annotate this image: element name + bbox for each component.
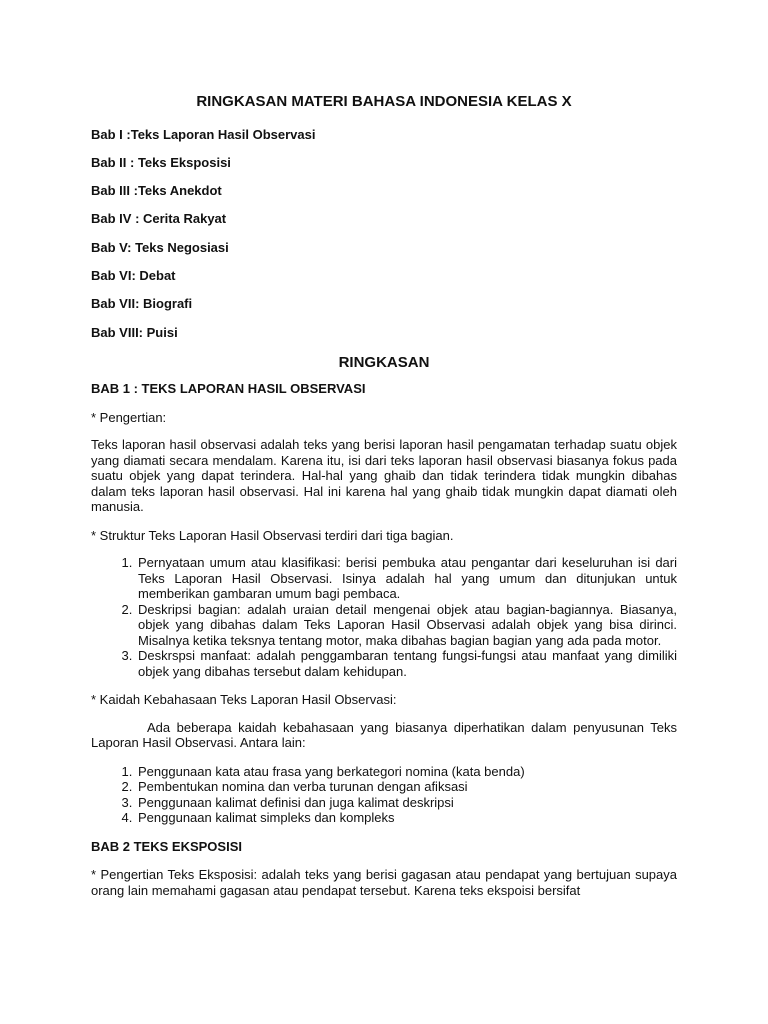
toc-item: Bab VII: Biografi xyxy=(91,296,193,312)
toc-item: Bab I :Teks Laporan Hasil Observasi xyxy=(91,126,316,142)
bab2-pengertian-text: * Pengertian Teks Eksposisi: adalah teks yang berisi gagasan atau pendapat yang bertujuan supaya orang lain memahami gagasan atau pendapat tersebut. Karena teks ekspoisi bersifat xyxy=(91,867,677,898)
toc-item: Bab V: Teks Negosiasi xyxy=(91,239,229,255)
toc-item: Bab III :Teks Anekdot xyxy=(91,183,222,199)
bab1-pengertian-label: * Pengertian: xyxy=(91,409,167,425)
list-item: 3. Penggunaan kalimat definisi dan juga kalimat deskripsi xyxy=(136,795,677,811)
toc-item: Bab II : Teks Eksposisi xyxy=(91,154,231,170)
bab1-kaidah-label: * Kaidah Kebahasaan Teks Laporan Hasil Observasi: xyxy=(91,692,397,708)
bab1-kaidah-intro: Ada beberapa kaidah kebahasaan yang biasanya diperhatikan dalam penyusunan Teks Laporan Hasil Observasi. Antara lain: xyxy=(91,719,677,751)
section-title: RINGKASAN xyxy=(338,353,430,371)
list-item: 3. Deskrspsi manfaat: adalah penggambaran tentang fungsi-fungsi atau manfaat yang dimiliki objek yang dibahas tersebut dalam kehidupan. xyxy=(136,648,677,679)
list-item: 2. Pembentukan nomina dan verba turunan dengan afiksasi xyxy=(136,779,677,795)
bab1-kaidah-list xyxy=(91,764,677,826)
list-item: 4. Penggunaan kalimat simpleks dan kompleks xyxy=(136,810,677,826)
list-item: 1. Penggunaan kata atau frasa yang berkategori nomina (kata benda) xyxy=(136,764,677,780)
toc-item: Bab IV : Cerita Rakyat xyxy=(91,211,227,227)
list-item: 1. Pernyataan umum atau klasifikasi: berisi pembuka atau pengantar dari keseluruhan isi dari Teks Laporan Hasil Observasi. Isinya adalah hal yang umum dan ditunjukan untuk memberikan gambaran umum bagi pembaca. xyxy=(136,555,677,602)
bab1-heading: BAB 1 : TEKS LAPORAN HASIL OBSERVASI xyxy=(91,381,366,397)
toc-item: Bab VIII: Puisi xyxy=(91,324,178,340)
bab1-struktur-list xyxy=(91,555,677,679)
bab1-pengertian-text: Teks laporan hasil observasi adalah teks yang berisi laporan hasil pengamatan terhadap suatu objek yang diamati secara mendalam. Karena itu, isi dari teks laporan hasil observasi biasanya fokus pada suatu objek yang dapat terindera. Hal-hal yang ghaib dan tidak terindera tidak mungkin dibahas dalam teks laporan hasil observasi. Hal ini karena hal yang ghaib tidak mungkin dapat diamati oleh manusia. xyxy=(91,437,677,515)
list-item: 2. Deskripsi bagian: adalah uraian detail mengenai objek atau bagian-bagiannya. Biasanya, objek yang dibahas dalam Teks Laporan Hasil Observasi adalah objek yang bisa dirinci. Misalnya ketika teksnya tentang motor, maka dibahas bagian bagian yang ada pada motor. xyxy=(136,602,677,649)
table-of-contents xyxy=(91,127,677,353)
bab1-struktur-label: * Struktur Teks Laporan Hasil Observasi terdiri dari tiga bagian. xyxy=(91,527,454,543)
bab2-heading: BAB 2 TEKS EKSPOSISI xyxy=(91,838,242,854)
document-title: RINGKASAN MATERI BAHASA INDONESIA KELAS X xyxy=(196,93,572,110)
toc-item: Bab VI: Debat xyxy=(91,267,176,283)
